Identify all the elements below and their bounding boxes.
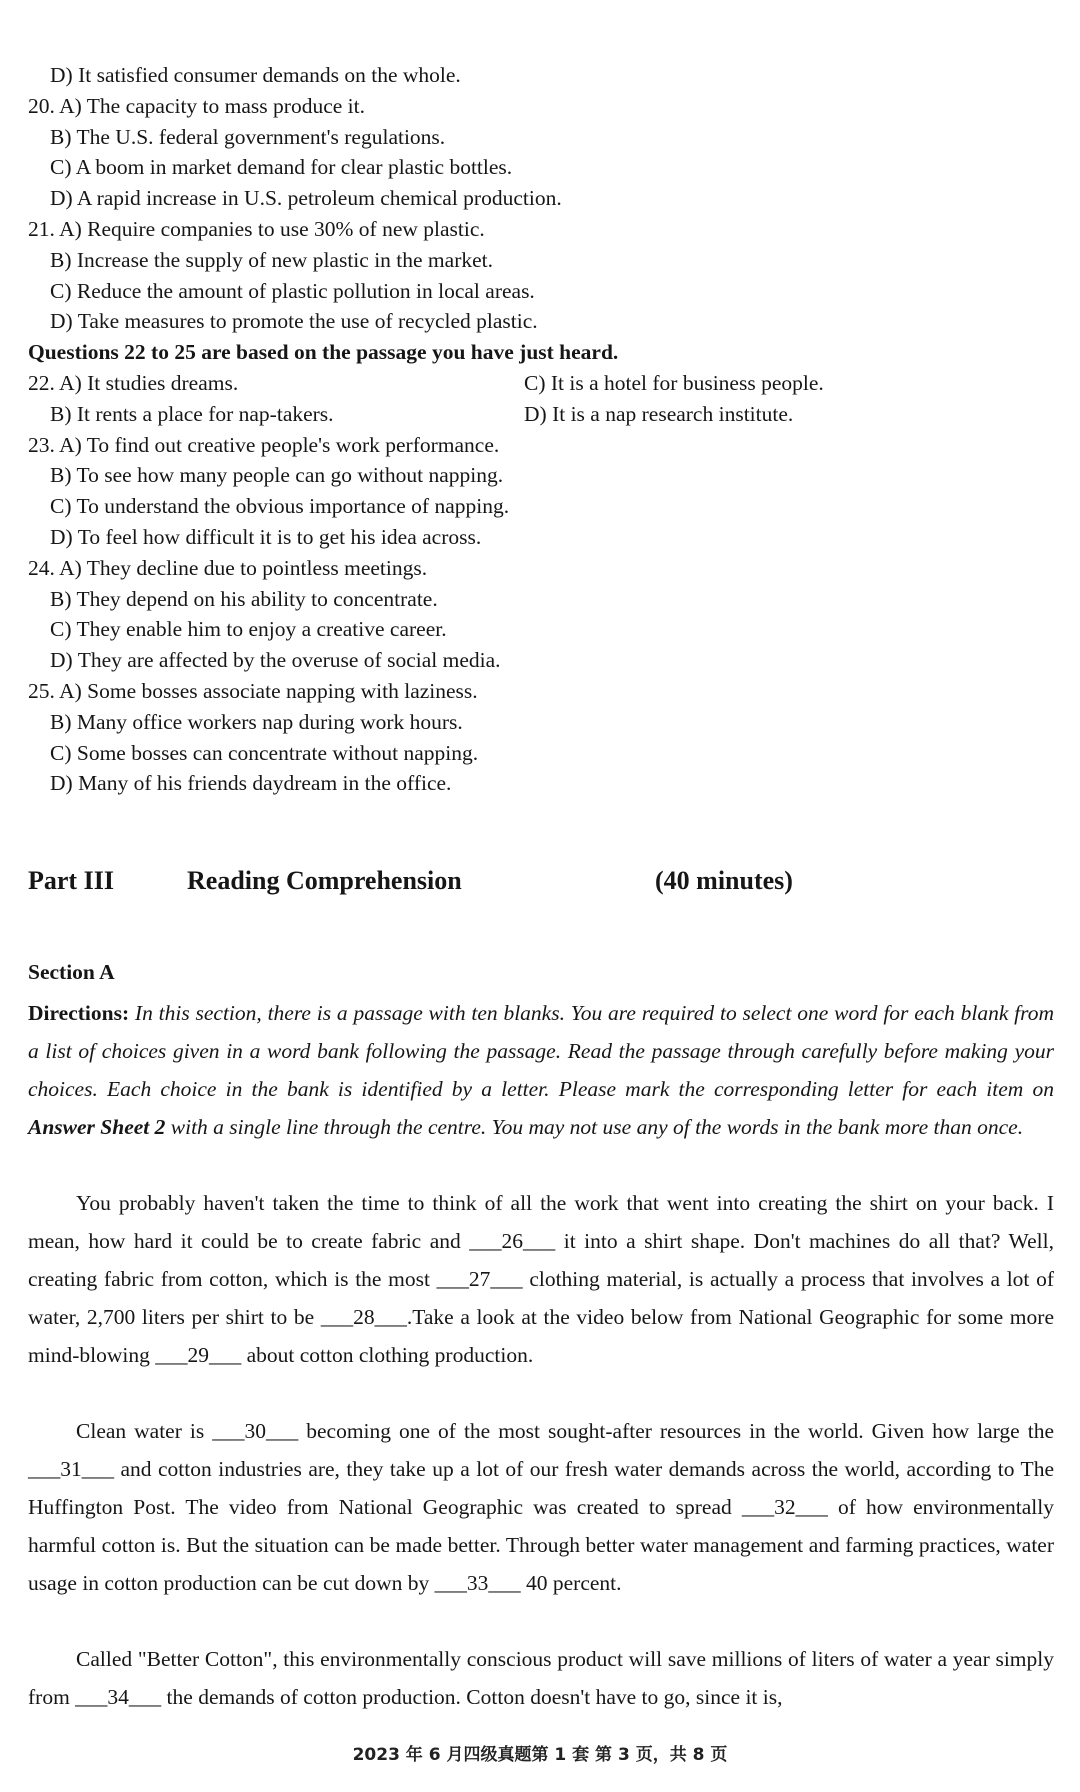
option-label: B) <box>50 248 72 272</box>
q25-option-c <box>50 738 478 769</box>
q22-option-b <box>50 399 334 430</box>
option-label: B) <box>50 125 72 149</box>
q20-option-a <box>28 91 365 122</box>
option-label: B) <box>50 587 72 611</box>
blank-26: ___26___ <box>469 1229 556 1253</box>
section-heading: Section A <box>28 960 115 984</box>
q20-option-c <box>50 152 512 183</box>
option-label: D) <box>50 525 73 549</box>
text-segment: Clean water is <box>76 1419 213 1443</box>
option-text: To see how many people can go without napping. <box>76 463 504 487</box>
option-text: They are affected by the overuse of social media. <box>77 648 501 672</box>
option-label: D) <box>50 771 73 795</box>
option-text: To understand the obvious importance of napping. <box>76 494 510 518</box>
option-text: Many of his friends daydream in the office. <box>78 771 452 795</box>
q23-option-b <box>50 460 503 491</box>
q22-option-a <box>28 368 238 399</box>
answer-sheet-emphasis: Answer Sheet 2 <box>28 1115 166 1139</box>
option-text: They depend on his ability to concentrate. <box>76 587 438 611</box>
part-time: (40 minutes) <box>655 866 793 895</box>
text-segment: and cotton industries are, they take up a lot of our fresh water demands across the world, according to The Huffington Post. The video from National Geographic was created to spread <box>28 1457 1054 1519</box>
option-label: B) <box>50 402 72 426</box>
option-label: D) <box>50 63 73 87</box>
q24-option-b <box>50 584 438 615</box>
blank-33: ___33___ <box>434 1571 521 1595</box>
q23-option-d <box>50 522 481 553</box>
option-text: Some bosses associate napping with laziness. <box>87 679 478 703</box>
question-number: 25. <box>28 679 55 703</box>
question-number: 20. <box>28 94 55 118</box>
option-label: C) <box>50 279 72 303</box>
option-label: C) <box>524 371 546 395</box>
q23-option-c <box>50 491 509 522</box>
blank-29: ___29___ <box>155 1343 242 1367</box>
directions <box>28 994 1054 1146</box>
text-segment: 40 percent. <box>520 1571 622 1595</box>
q25-option-d <box>50 768 451 799</box>
option-label: C) <box>50 617 72 641</box>
option-text: It is a hotel for business people. <box>550 371 824 395</box>
text-segment: You probably haven't taken the time to think of all the work that went into creating the shirt on your back. I mean, how hard it could be to create fabric and <box>28 1191 1054 1253</box>
option-label: D) <box>50 186 73 210</box>
text-segment: of how environmentally harmful cotton is. But the situation can be made better. Through better water management and farming practices, water usage in cotton production can be cut down by <box>28 1495 1055 1595</box>
text-segment: Called "Better Cotton", this environmentally conscious product will save millions of liters of water a year simply from <box>28 1647 1054 1709</box>
q24-option-c <box>50 614 447 645</box>
option-text: Take measures to promote the use of recycled plastic. <box>77 309 538 333</box>
q21-option-b <box>50 245 493 276</box>
option-text: They decline due to pointless meetings. <box>86 556 428 580</box>
q24-option-a <box>28 553 427 584</box>
question-number: 24. <box>28 556 55 580</box>
text-segment: .Take a look at the video below from National Geographic for some more mind-blowing <box>28 1305 1054 1367</box>
q23-option-a <box>28 430 499 461</box>
text-segment: about cotton clothing production. <box>241 1343 534 1367</box>
q25-option-a <box>28 676 478 707</box>
passage-paragraph-1 <box>28 1184 1054 1374</box>
q24-option-d <box>50 645 501 676</box>
option-label: D) <box>524 402 547 426</box>
blank-34: ___34___ <box>75 1685 162 1709</box>
passage-instruction: Questions 22 to 25 are based on the passage you have just heard. <box>28 340 619 364</box>
page-footer: 2023 年 6 月四级真题第 1 套 第 3 页，共 8 页 <box>352 1745 728 1765</box>
text-segment: the demands of cotton production. Cotton doesn't have to go, since it is, <box>161 1685 783 1709</box>
q19-option-d <box>50 60 461 91</box>
option-label: A) <box>59 94 82 118</box>
option-text: To find out creative people's work performance. <box>86 433 500 457</box>
text-segment: becoming one of the most sought-after resources in the world. Given how large the <box>298 1419 1054 1443</box>
option-label: A) <box>59 433 82 457</box>
question-number: 21. <box>28 217 55 241</box>
blank-27: ___27___ <box>436 1267 523 1291</box>
part-number: Part III <box>28 866 114 895</box>
part-title: Reading Comprehension <box>187 866 462 895</box>
question-number: 23. <box>28 433 55 457</box>
option-text: Some bosses can concentrate without napping. <box>76 741 479 765</box>
option-text: It satisfied consumer demands on the whole. <box>78 63 461 87</box>
option-label: C) <box>50 155 72 179</box>
option-text: Reduce the amount of plastic pollution in local areas. <box>76 279 535 303</box>
option-text: It rents a place for nap-takers. <box>76 402 334 426</box>
q22-option-d <box>524 399 793 430</box>
option-text: Increase the supply of new plastic in the market. <box>76 248 493 272</box>
option-label: B) <box>50 463 72 487</box>
option-label: C) <box>50 741 72 765</box>
blank-28: ___28___ <box>320 1305 407 1329</box>
text-segment: it into a shirt shape. Don't machines do all that? Well, creating fabric from cotton, which is the most <box>28 1229 1054 1291</box>
passage-paragraph-3 <box>28 1640 1054 1716</box>
q21-option-a <box>28 214 485 245</box>
option-text: A rapid increase in U.S. petroleum chemical production. <box>76 186 562 210</box>
blank-30: ___30___ <box>212 1419 299 1443</box>
option-label: A) <box>59 679 82 703</box>
option-text: It is a nap research institute. <box>552 402 794 426</box>
text-segment: clothing material, is actually a process that involves a lot of water, 2,700 liters per shirt to be <box>28 1267 1054 1329</box>
question-number: 22. <box>28 371 55 395</box>
q21-option-d <box>50 306 538 337</box>
q25-option-b <box>50 707 463 738</box>
option-label: A) <box>59 556 82 580</box>
q21-option-c <box>50 276 535 307</box>
directions-text-1: In this section, there is a passage with ten blanks. You are required to select one word for each blank from a list of choices given in a word bank following the passage. Read the passage through carefully before making your choices. Each choice in the bank is identified by a letter. Please mark the corresponding letter for each item on <box>28 1001 1054 1101</box>
option-label: D) <box>50 648 73 672</box>
option-text: The capacity to mass produce it. <box>86 94 365 118</box>
q22-option-c <box>524 368 824 399</box>
option-text: Many office workers nap during work hours. <box>76 710 463 734</box>
q20-option-b <box>50 122 445 153</box>
q20-option-d <box>50 183 562 214</box>
option-text: A boom in market demand for clear plastic bottles. <box>75 155 513 179</box>
option-text: Require companies to use 30% of new plastic. <box>87 217 485 241</box>
option-label: C) <box>50 494 72 518</box>
option-text: It studies dreams. <box>87 371 239 395</box>
blank-31: ___31___ <box>28 1457 114 1481</box>
option-label: A) <box>59 217 82 241</box>
option-text: The U.S. federal government's regulations. <box>76 125 446 149</box>
option-label: D) <box>50 309 73 333</box>
passage-paragraph-2 <box>28 1412 1054 1602</box>
directions-label: Directions: <box>28 1001 130 1025</box>
option-label: A) <box>59 371 82 395</box>
option-text: To feel how difficult it is to get his idea across. <box>77 525 482 549</box>
option-label: B) <box>50 710 72 734</box>
directions-text-2: with a single line through the centre. You may not use any of the words in the bank more than once. <box>165 1115 1024 1139</box>
blank-32: ___32___ <box>741 1495 828 1519</box>
option-text: They enable him to enjoy a creative career. <box>76 617 447 641</box>
